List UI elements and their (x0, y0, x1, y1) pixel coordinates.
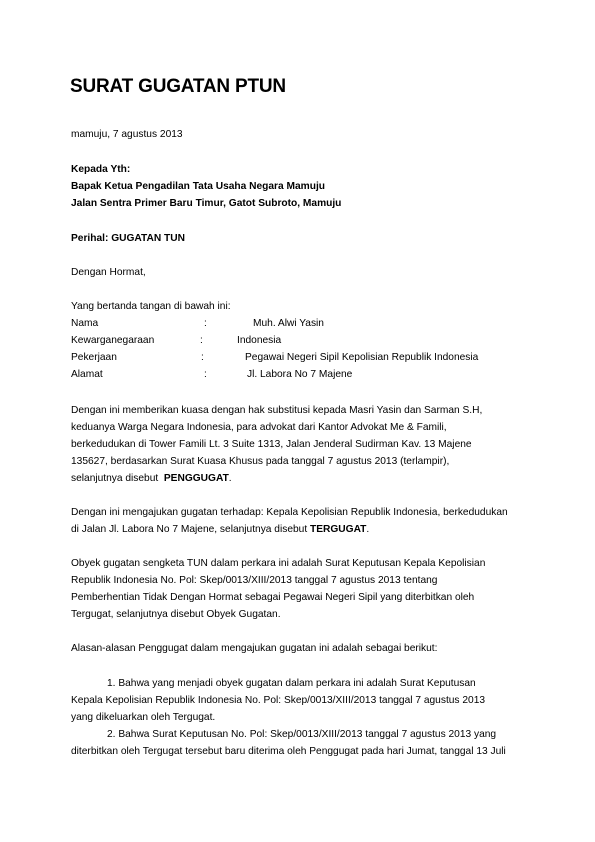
identity-value: Muh. Alwi Yasin (253, 318, 324, 329)
identity-label: Alamat (71, 369, 103, 380)
greeting: Dengan Hormat, (71, 267, 146, 278)
paragraph-line: keduanya Warga Negara Indonesia, para advokat dari Kantor Advokat Me & Famili, (71, 422, 447, 433)
list-item: 1. Bahwa yang menjadi obyek gugatan dalam perkara ini adalah Surat Keputusan (107, 678, 476, 689)
recipient-name: Bapak Ketua Pengadilan Tata Usaha Negara Mamuju (71, 181, 326, 192)
paragraph-line (71, 472, 232, 485)
paragraph-text: di Jalan Jl. Labora No 7 Majene, selanjutnya disebut (71, 524, 310, 535)
identity-label: Nama (71, 318, 99, 329)
recipient-address: Jalan Sentra Primer Baru Timur, Gatot Subroto, Mamuju (71, 198, 342, 209)
identity-value: Pegawai Negeri Sipil Kepolisian Republik Indonesia (245, 352, 479, 363)
paragraph-line: 135627, berdasarkan Surat Kuasa Khusus pada tanggal 7 agustus 2013 (terlampir), (71, 456, 450, 467)
document-title: SURAT GUGATAN PTUN (70, 76, 286, 97)
paragraph-text: . (228, 473, 232, 484)
intro-line: Yang bertanda tangan di bawah ini: (71, 301, 231, 312)
paragraph-line: Republik Indonesia No. Pol: Skep/0013/XIII/2013 tanggal 7 agustus 2013 tentang (71, 575, 438, 586)
identity-colon: : (201, 352, 204, 363)
list-item-line: diterbitkan oleh Tergugat tersebut baru diterima oleh Penggugat pada hari Jumat, tanggal 13 Juli (71, 746, 506, 757)
subject-line: Perihal: GUGATAN TUN (71, 233, 185, 244)
paragraph-line: Dengan ini mengajukan gugatan terhadap: Kepala Kepolisian Republik Indonesia, berkedudukan (71, 507, 508, 518)
paragraph-line: Pemberhentian Tidak Dengan Hormat sebagai Pegawai Negeri Sipil yang diterbitkan oleh (71, 592, 475, 603)
identity-colon: : (204, 369, 207, 380)
party-tergugat: TERGUGAT (310, 524, 367, 535)
list-item: 2. Bahwa Surat Keputusan No. Pol: Skep/0013/XIII/2013 tanggal 7 agustus 2013 yang (107, 729, 497, 740)
paragraph-line: berkedudukan di Tower Famili Lt. 3 Suite 1313, Jalan Jenderal Sudirman Kav. 13 Majene (71, 439, 472, 450)
identity-colon: : (200, 335, 203, 346)
paragraph-line: Alasan-alasan Penggugat dalam mengajukan gugatan ini adalah sebagai berikut: (71, 643, 438, 654)
paragraph-line: Tergugat, selanjutnya disebut Obyek Gugatan. (71, 609, 281, 620)
recipient-salutation: Kepada Yth: (71, 164, 131, 175)
identity-label: Kewarganegaraan (71, 335, 155, 346)
list-item-line: yang dikeluarkan oleh Tergugat. (71, 712, 216, 723)
paragraph-line: Obyek gugatan sengketa TUN dalam perkara ini adalah Surat Keputusan Kepala Kepolisian (71, 558, 486, 569)
paragraph-line: Dengan ini memberikan kuasa dengan hak substitusi kepada Masri Yasin dan Sarman S.H, (71, 405, 483, 416)
identity-value: Indonesia (237, 335, 282, 346)
paragraph-line (71, 523, 369, 536)
paragraph-text: . (366, 524, 370, 535)
list-item-line: Kepala Kepolisian Republik Indonesia No. Pol: Skep/0013/XIII/2013 tanggal 7 agustus 2013 (71, 695, 486, 706)
paragraph-text: selanjutnya disebut (71, 473, 164, 484)
identity-colon: : (204, 318, 207, 329)
party-penggugat: PENGGUGAT (163, 473, 229, 484)
letter-date: mamuju, 7 agustus 2013 (71, 129, 183, 140)
identity-label: Pekerjaan (71, 352, 117, 363)
identity-value: Jl. Labora No 7 Majene (247, 369, 353, 380)
